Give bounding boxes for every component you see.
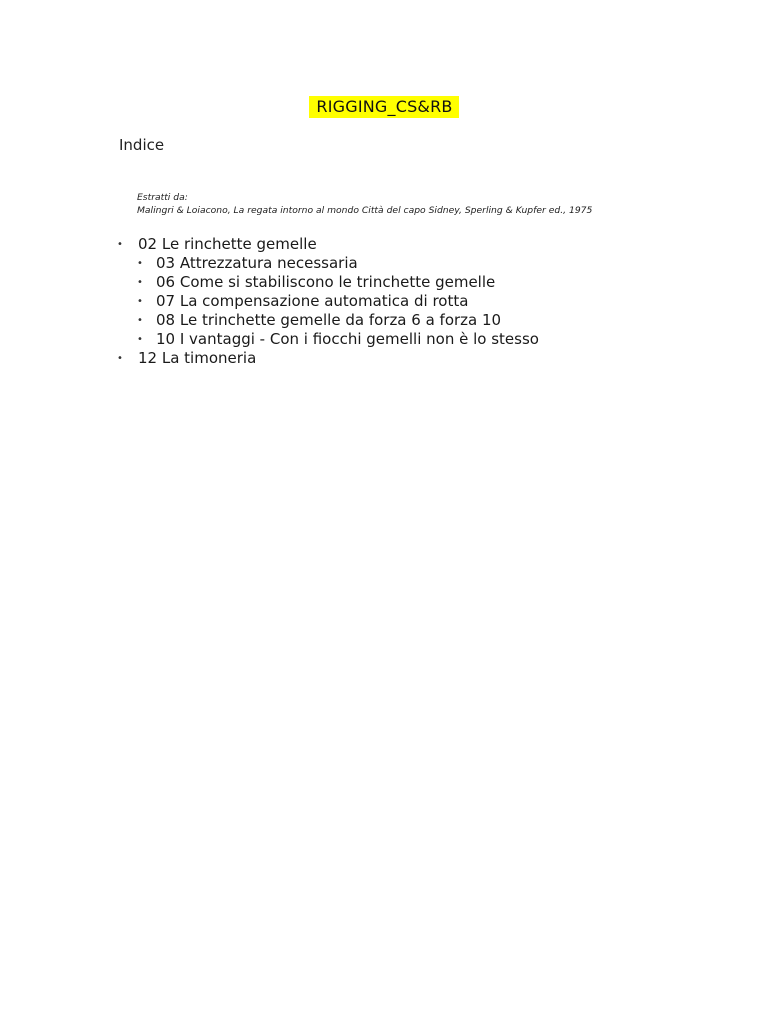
bullet-icon: • (137, 258, 143, 269)
bullet-icon: • (117, 353, 123, 364)
toc-item-label: 06 Come si stabiliscono le trinchette gemelle (156, 273, 496, 291)
toc-item[interactable] (0, 349, 768, 368)
table-of-contents (0, 235, 768, 368)
source-label: Estratti da: (137, 192, 188, 203)
toc-item-label: 08 Le trinchette gemelle da forza 6 a forza 10 (156, 311, 502, 329)
toc-subitem[interactable] (0, 330, 768, 349)
toc-subitem[interactable] (0, 273, 768, 292)
toc-item-label: 02 Le rinchette gemelle (138, 235, 317, 253)
toc-item-label: 07 La compensazione automatica di rotta (156, 292, 469, 310)
toc-item-label: 10 I vantaggi - Con i fiocchi gemelli non è lo stesso (156, 330, 539, 348)
bullet-icon: • (137, 296, 143, 307)
toc-subitem[interactable] (0, 254, 768, 273)
index-heading: Indice (119, 136, 165, 154)
toc-subitem[interactable] (0, 292, 768, 311)
bullet-icon: • (117, 239, 123, 250)
bullet-icon: • (137, 315, 143, 326)
toc-item-label: 03 Attrezzatura necessaria (156, 254, 358, 272)
document-title: RIGGING_CS&RB (309, 96, 458, 118)
bullet-icon: • (137, 334, 143, 345)
toc-subitem[interactable] (0, 311, 768, 330)
toc-item-label: 12 La timoneria (138, 349, 257, 367)
source-citation: Malingri & Loiacono, La regata intorno al mondo Città del capo Sidney, Sperling & Kupfer ed., 1975 (137, 205, 593, 216)
bullet-icon: • (137, 277, 143, 288)
title-container (0, 96, 768, 118)
source-note (137, 191, 592, 217)
toc-item[interactable] (0, 235, 768, 254)
